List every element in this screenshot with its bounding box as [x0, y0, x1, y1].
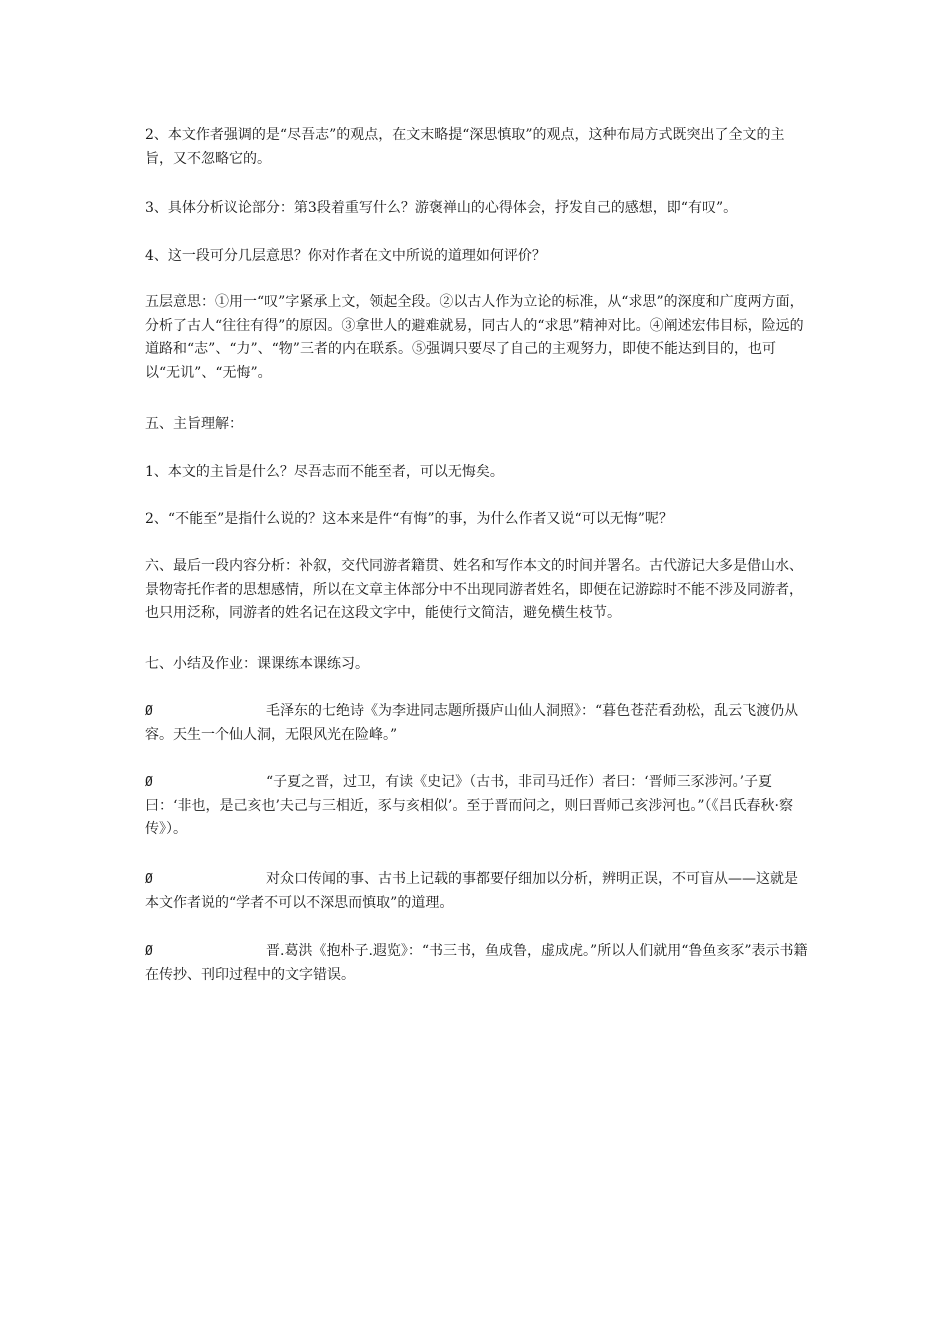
bullet-text: “子夏之晋，过卫，有读《史记》（古书，非司马迁作）者曰：‘晋师三豕涉河。’子夏曰：‘非也，是己亥也’夫己与三相近，豕与亥相似’。至于晋而问之，则曰晋师己亥涉河也。”（《吕氏春秋·察传》）。 — [145, 774, 793, 837]
bullet-item — [145, 940, 809, 987]
bullet-item — [145, 771, 809, 842]
paragraph-theme-2: 2、“不能至”是指什么说的？这本来是件“有悔”的事，为什么作者又说“可以无悔”呢？ — [145, 511, 673, 527]
bullet-text: 毛泽东的七绝诗《为李进同志题所摄庐山仙人洞照》：“暮色苍茫看劲松，乱云飞渡仍从容。天生一个仙人洞，无限风光在险峰。” — [145, 703, 799, 743]
paragraph-theme-1: 1、本文的主旨是什么？尽吾志而不能至者，可以无悔矣。 — [145, 464, 504, 480]
bullet-text: 晋.葛洪《抱朴子.遐览》：“书三书，鱼成鲁，虚成虎。”所以人们就用“鲁鱼亥豕”表示书籍在传抄、刊印过程中的文字错误。 — [145, 943, 808, 983]
paragraph-last-section: 六、最后一段内容分析：补叙，交代同游者籍贯、姓名和写作本文的时间并署名。古代游记大多是借山水、景物寄托作者的思想感情，所以在文章主体部分中不出现同游者姓名，即便在记游踪时不能不涉及同游者，也只用泛称，同游者的姓名记在这段文字中，能使行文简洁，避免横生枝节。 — [145, 558, 803, 621]
section-heading-theme: 五、主旨理解： — [145, 416, 243, 432]
paragraph-five-layers: 五层意思：①用一“叹”字紧承上文，领起全段。②以古人作为立论的标准，从“求思”的深度和广度两方面，分析了古人“往往有得”的原因。③拿世人的避难就易，同古人的“求思”精神对比。④阐述宏伟目标，险远的道路和“志”、“力”、“物”三者的内在联系。⑤强调只要尽了自己的主观努力，即使不能达到目的，也可以“无讥”、“无悔”。 — [145, 294, 804, 381]
bullet-mark: Ø — [145, 872, 153, 887]
bullet-mark: Ø — [145, 944, 153, 959]
section-heading-summary: 七、小结及作业：课课练本课练习。 — [145, 656, 369, 672]
paragraph-2: 2、本文作者强调的是“尽吾志”的观点，在文末略提“深思慎取”的观点，这种布局方式既突出了全文的主旨，又不忽略它的。 — [145, 127, 785, 167]
paragraph-4: 4、这一段可分几层意思？你对作者在文中所说的道理如何评价？ — [145, 248, 546, 264]
bullet-mark: Ø — [145, 775, 153, 790]
bullet-mark: Ø — [145, 704, 153, 719]
bullet-text: 对众口传闻的事、古书上记载的事都要仔细加以分析，辨明正误，不可盲从——这就是本文作者说的“学者不可以不深思而慎取”的道理。 — [145, 871, 798, 911]
bullet-item — [145, 700, 809, 747]
paragraph-3: 3、具体分析议论部分：第3段着重写什么？游褒禅山的心得体会，抒发自己的感想，即“有叹”。 — [145, 200, 738, 216]
bullet-item — [145, 868, 809, 915]
